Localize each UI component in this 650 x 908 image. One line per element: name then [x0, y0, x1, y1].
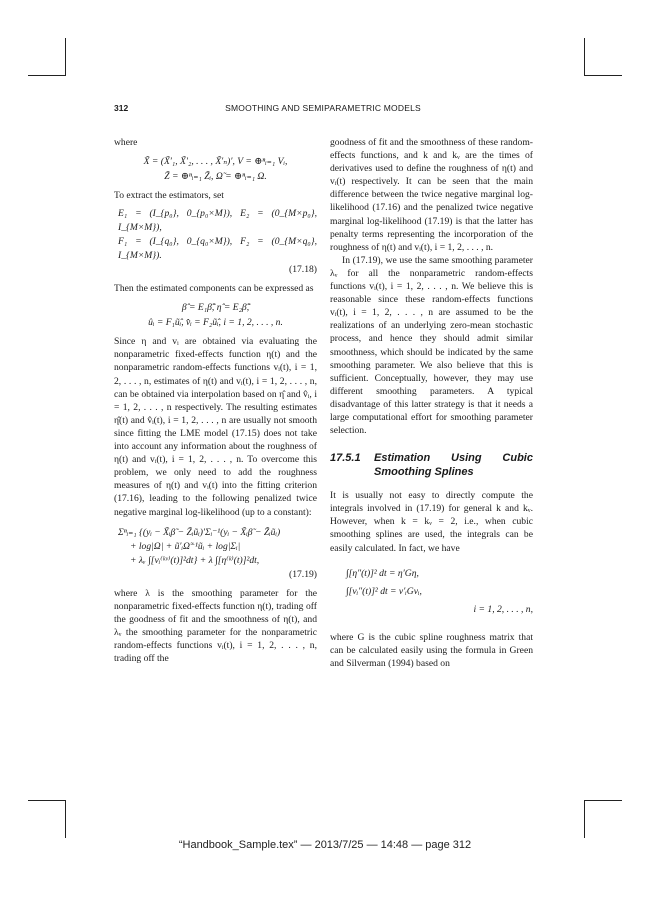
equation-line: ûᵢ = F₁ũ̂ᵢ, v̂ᵢ = F₂ũ̂ᵢ, i = 1, 2, . . . , n.	[148, 317, 283, 329]
crop-mark	[65, 38, 66, 76]
crop-mark	[28, 75, 66, 76]
crop-mark	[28, 800, 66, 801]
equation-number: (17.18)	[289, 264, 317, 276]
equation-line: + log|Ω| + ũ′ᵢΩ̃⁻¹ũᵢ + log|Σᵢ|	[130, 540, 241, 552]
equation-x-tilde	[114, 154, 317, 184]
paragraph-g-matrix: where G is the cubic spline roughness matrix that can be calculated easily using the formula in Green and Silverman (1994) based on	[330, 631, 533, 669]
equation-17-19	[114, 526, 317, 582]
extract-text: To extract the estimators, set	[114, 190, 224, 202]
crop-mark	[65, 800, 66, 838]
running-header	[114, 103, 532, 117]
equation-17-18	[114, 207, 317, 277]
equation-line: ∫[η″(t)]² dt = η′Gη,	[346, 567, 419, 579]
equation-line: E₁ = (I_{p₀}, 0_{p₀×M}), E₂ = (0_{M×p₀}, I_{M×M}),	[118, 208, 317, 234]
paragraph-continued: goodness of fit and the smoothness of these random-effects functions, and k and kᵥ are the times of derivatives used to define the roughness of η(t) and vᵢ(t) respectively. It can be seen that the main difference between the twice negative marginal log-likelihood (17.16) and the penalized twice negative marginal log-likelihood (17.19) is that the latter has penalty terms representing the incorporation of the roughness of η(t) and vᵢ(t), i = 1, 2, . . . , n.	[330, 137, 533, 253]
equation-line: ∫[vᵢ″(t)]² dt = v′ᵢGvᵢ,	[346, 585, 422, 597]
where-text: where	[114, 137, 138, 148]
equation-line: Z̃ = ⊕ⁿᵢ₌₁ Z̃ᵢ, Ω̃ = ⊕ⁿᵢ₌₁ Ω.	[164, 171, 267, 183]
paragraph-in: In (17.19), we use the same smoothing parameter λᵥ for all the nonparametric random-effects functions vᵢ(t), i = 1, 2, . . . , n. We believe this is reasonable since these random-effects functions vᵢ(t), i = 1, 2, . . . , n are assumed to be the realizations of an underlying zero-mean stochastic process, and hence they should admit similar smoothness, which should be indicated by the same smoothing parameter. We also believe that this is sufficient. Conceptually, however, they may use different smoothing parameters. A typical disadvantage of this latter strategy is that it needs a large computational effort for smoothing parameter selection.	[330, 254, 533, 437]
section-title: Estimation Using Cubic Smoothing Splines	[374, 452, 533, 479]
crop-mark	[584, 800, 585, 838]
equation-number: (17.19)	[289, 568, 317, 580]
crop-mark	[584, 38, 585, 76]
equation-estimates	[114, 300, 317, 330]
right-column	[330, 136, 533, 670]
left-column	[114, 136, 317, 665]
then-text: Then the estimated components can be expressed as	[114, 283, 314, 295]
equation-line: + λᵥ ∫[vᵢ⁽ᵏᵛ⁾(t)]²dt} + λ ∫[η⁽ᵏ⁾(t)]²dt,	[130, 554, 260, 566]
running-title: SMOOTHING AND SEMIPARAMETRIC MODELS	[225, 103, 421, 113]
section-number: 17.5.1	[330, 452, 361, 465]
page-footer: “Handbook_Sample.tex” — 2013/7/25 — 14:48 — page 312	[178, 839, 472, 851]
equation-line: X̃ = (X̃′₁, X̃′₂, . . . , X̃′ₙ)′, V = ⊕ⁿᵢ₌₁ Vᵢ,	[143, 156, 288, 168]
equation-integrals	[330, 565, 533, 619]
paragraph-since: Since η and vᵢ are obtained via evaluating the nonparametric fixed-effects function η(t) and the nonparametric random-effects functions vᵢ(t), i = 1, 2, . . . , n, estimates of η(t) and vᵢ(t), i = 1, 2, . . . , n, can be obtained via interpolation based on η̂ and v̂ᵢ, i = 1, 2, . . . , n respectively. The resulting estimates η̂(t) and v̂ᵢ(t), i = 1, 2, . . . , n are usually not smooth since fitting the LME model (17.15) does not take into account any information about the roughness of η(t) and vᵢ(t), i = 1, 2, . . . , n. To overcome this problem, we only need to add the roughness measures of η(t) and vᵢ(t) into the fitting criterion (17.16), leading to the following penalized twice negative marginal log-likelihood (up to a constant):	[114, 336, 317, 518]
crop-mark	[584, 75, 622, 76]
equation-line: β̂ = E₁β̂̃, η̂ = E₂β̂̃,	[181, 302, 250, 314]
page-number: 312	[114, 103, 129, 113]
paragraph-usually: It is usually not easy to directly compute the integrals involved in (17.19) for general k and kᵥ. However, when k = kᵥ = 2, i.e., when cubic smoothing splines are used, the integrals can be easily calculated. In fact, we have	[330, 490, 533, 554]
paragraph-where: where λ is the smoothing parameter for the nonparametric fixed-effects function η(t), trading off the goodness of fit and the smoothness of η(t), and λᵥ the smoothing parameter for the nonparametric random-effects functions vᵢ(t), i = 1, 2, . . . , n, trading off the	[114, 587, 317, 665]
equation-line: Σⁿᵢ₌₁ {(yᵢ − X̃ᵢβ̃ − Z̃ᵢũᵢ)′Σᵢ⁻¹(yᵢ − X̃ᵢβ̃ − Z̃ᵢũᵢ)	[118, 526, 281, 538]
equation-line: F₁ = (I_{q₀}, 0_{q₀×M}), F₂ = (0_{M×q₀}, I_{M×M}).	[118, 236, 317, 262]
crop-mark	[584, 800, 622, 801]
section-heading	[330, 451, 533, 479]
equation-line: i = 1, 2, . . . , n,	[473, 603, 533, 615]
